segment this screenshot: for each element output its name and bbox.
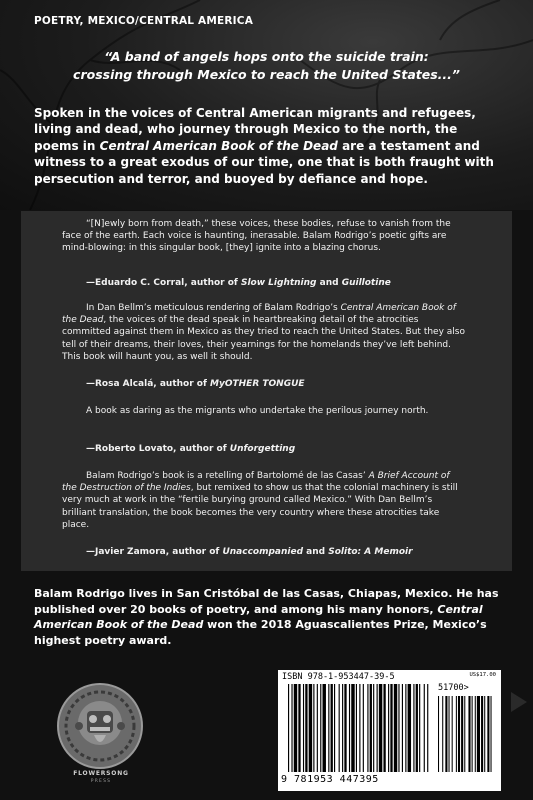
barcode-bar bbox=[367, 684, 368, 772]
barcode-bar bbox=[303, 684, 304, 772]
barcode-bar bbox=[349, 684, 350, 772]
flowersong-press-logo-icon bbox=[57, 683, 143, 769]
praise-2-text-2: , the voices of the dead speak in heartbreaking detail of the atrocities committed against them in Mexico as they tried to reach the United States. But they also tell of their dreams, their loves, their yearnings for the homelands they’ve left behind. This book will haunt you, as well it should. bbox=[62, 315, 465, 362]
barcode-bar bbox=[388, 684, 389, 772]
barcode-bar bbox=[390, 684, 392, 772]
praise-4-text-1: Balam Rodrigo’s book is a retelling of Bartolomé de las Casas’ bbox=[86, 471, 369, 481]
barcode-addon-bar bbox=[475, 696, 476, 772]
barcode-addon-bar bbox=[477, 696, 480, 772]
attribution-1-joiner: and bbox=[316, 278, 342, 288]
barcode-bar bbox=[363, 684, 364, 772]
tagline-line-1: “A band of angels hops onto the suicide train: bbox=[104, 49, 429, 64]
barcode-bar bbox=[398, 684, 399, 772]
praise-attribution-4 bbox=[86, 546, 476, 558]
attribution-4-author: —Javier Zamora, author of bbox=[86, 547, 223, 557]
barcode-bar bbox=[288, 684, 289, 772]
praise-attribution-3 bbox=[86, 443, 476, 455]
barcode-addon-bar bbox=[484, 696, 485, 772]
publisher-sub: PRESS bbox=[90, 779, 112, 784]
barcode-bar bbox=[313, 684, 314, 772]
barcode-bar bbox=[383, 684, 385, 772]
barcode-bar bbox=[370, 684, 372, 772]
barcode-addon-bar bbox=[438, 696, 439, 772]
barcode-addon-bar bbox=[491, 696, 492, 772]
barcode-bar bbox=[342, 684, 343, 772]
bio-text-1: Balam Rodrigo lives in San Cristóbal de las Casas, Chiapas, Mexico. He has published over 20 books of poetry, and among his many honors, bbox=[34, 587, 499, 616]
attribution-1-work-2: Guillotine bbox=[341, 278, 391, 288]
barcode-bar bbox=[294, 684, 297, 772]
publisher-name: FLOWERSONG bbox=[73, 770, 129, 777]
price-label: US$17.00 bbox=[469, 672, 496, 678]
barcode-bar bbox=[359, 684, 360, 772]
barcode-bar bbox=[331, 684, 333, 772]
barcode-bar bbox=[328, 684, 329, 772]
attribution-4-work-2: Solito: A Memoir bbox=[328, 547, 413, 557]
attribution-3-work-1: Unforgetting bbox=[229, 444, 296, 454]
isbn-label: ISBN 978-1-953447-39-5 bbox=[282, 672, 395, 682]
barcode-bar bbox=[408, 684, 411, 772]
barcode-bar bbox=[320, 684, 321, 772]
barcode-bars bbox=[288, 684, 498, 774]
praise-quote-3 bbox=[62, 405, 467, 417]
barcode-addon-bar bbox=[452, 696, 453, 772]
barcode-bar bbox=[356, 684, 357, 772]
praise-2-title: Central American Book of the Dead bbox=[62, 303, 456, 326]
isbn-barcode bbox=[278, 670, 501, 791]
barcode-bar bbox=[416, 684, 418, 772]
barcode-bar bbox=[402, 684, 403, 772]
barcode-bar bbox=[309, 684, 312, 772]
barcode-addon-bar bbox=[449, 696, 450, 772]
attribution-1-work-1: Slow Lightning bbox=[240, 278, 317, 288]
praise-quote-4 bbox=[62, 470, 467, 531]
tagline-line-2: crossing through Mexico to reach the United States...” bbox=[73, 67, 460, 82]
praise-2-text-1: In Dan Bellm’s meticulous rendering of Balam Rodrigo’s bbox=[86, 303, 341, 313]
description-text-1: Spoken in the voices of Central American migrants and refugees, living and dead, who journey through Mexico to the north, the poems in bbox=[34, 106, 476, 153]
attribution-4-joiner: and bbox=[303, 547, 329, 557]
barcode-ean-digits: 9 781953 447395 bbox=[281, 774, 379, 785]
barcode-addon-bar bbox=[456, 696, 457, 772]
praise-attribution-2 bbox=[86, 378, 476, 390]
description-text-2: are a testament and witness to a great exodus of our time, one that is both fraught with persecution and terror, and buoyed by defiance and hope. bbox=[34, 138, 494, 186]
praise-quote-2 bbox=[62, 302, 467, 363]
tagline-quote bbox=[40, 48, 493, 84]
attribution-2-author: —Rosa Alcalá, author of bbox=[86, 379, 211, 389]
praise-quote-1 bbox=[62, 218, 467, 255]
barcode-bar bbox=[427, 684, 428, 772]
praise-3-text: A book as daring as the migrants who undertake the perilous journey north. bbox=[86, 406, 429, 416]
barcode-bar bbox=[405, 684, 406, 772]
author-bio bbox=[34, 586, 506, 648]
barcode-bar bbox=[305, 684, 307, 772]
barcode-addon-bar bbox=[464, 696, 465, 772]
attribution-2-work-1: MyOTHER TONGUE bbox=[210, 379, 305, 389]
barcode-addon-bar bbox=[481, 696, 483, 772]
description-book-title: Central American Book of the Dead bbox=[99, 138, 338, 153]
barcode-addon-bar bbox=[442, 696, 443, 772]
genre-label: POETRY, MEXICO/CENTRAL AMERICA bbox=[34, 15, 254, 27]
barcode-bar bbox=[339, 684, 340, 772]
barcode-bar bbox=[317, 684, 318, 772]
barcode-bar bbox=[379, 684, 382, 772]
barcode-addon-digits: 51700> bbox=[438, 683, 469, 693]
barcode-bar bbox=[424, 684, 425, 772]
barcode-addon-bar bbox=[458, 696, 460, 772]
book-description bbox=[34, 105, 506, 187]
barcode-bar bbox=[419, 684, 420, 772]
barcode-bar bbox=[298, 684, 300, 772]
praise-1-text: “[N]ewly born from death,” these voices, these bodies, refuse to vanish from the face of the earth. Each voice is haunting, inerasable. Balam Rodrigo’s poetic gifts are mind-blowing: in this singular book, [they] ignite into a blazing chorus. bbox=[62, 219, 451, 254]
attribution-1-author: —Eduardo C. Corral, author of bbox=[86, 278, 241, 288]
barcode-bar bbox=[351, 684, 354, 772]
attribution-4-work-1: Unaccompanied bbox=[222, 547, 304, 557]
barcode-bar bbox=[334, 684, 335, 772]
barcode-bar bbox=[344, 684, 346, 772]
barcode-bar bbox=[291, 684, 292, 772]
attribution-3-author: —Roberto Lovato, author of bbox=[86, 444, 230, 454]
barcode-addon-bar bbox=[487, 696, 489, 772]
praise-4-text-2: , but remixed to show us that the colonial machinery is still very much at work in the “fertile burying ground called Mexico.” With Dan Bellm’s brilliant translation, the book becomes the very country where these atrocities take place. bbox=[62, 483, 458, 530]
barcode-addon-bar bbox=[472, 696, 473, 772]
barcode-bar bbox=[377, 684, 378, 772]
praise-4-title: A Brief Account of the Destruction of the Indies bbox=[62, 471, 450, 494]
bio-book-title: Central American Book of the Dead bbox=[34, 602, 483, 632]
barcode-bar bbox=[373, 684, 374, 772]
barcode-addon-bar bbox=[468, 696, 470, 772]
barcode-bar bbox=[323, 684, 326, 772]
barcode-addon-bar bbox=[445, 696, 447, 772]
bio-text-2: won the 2018 Aguascalientes Prize, Mexico’s highest poetry award. bbox=[34, 618, 487, 647]
barcode-bar bbox=[413, 684, 414, 772]
praise-attribution-1 bbox=[86, 277, 476, 289]
barcode-bar bbox=[394, 684, 397, 772]
barcode-addon-bar bbox=[461, 696, 463, 772]
spine-flag-mark bbox=[509, 690, 529, 714]
